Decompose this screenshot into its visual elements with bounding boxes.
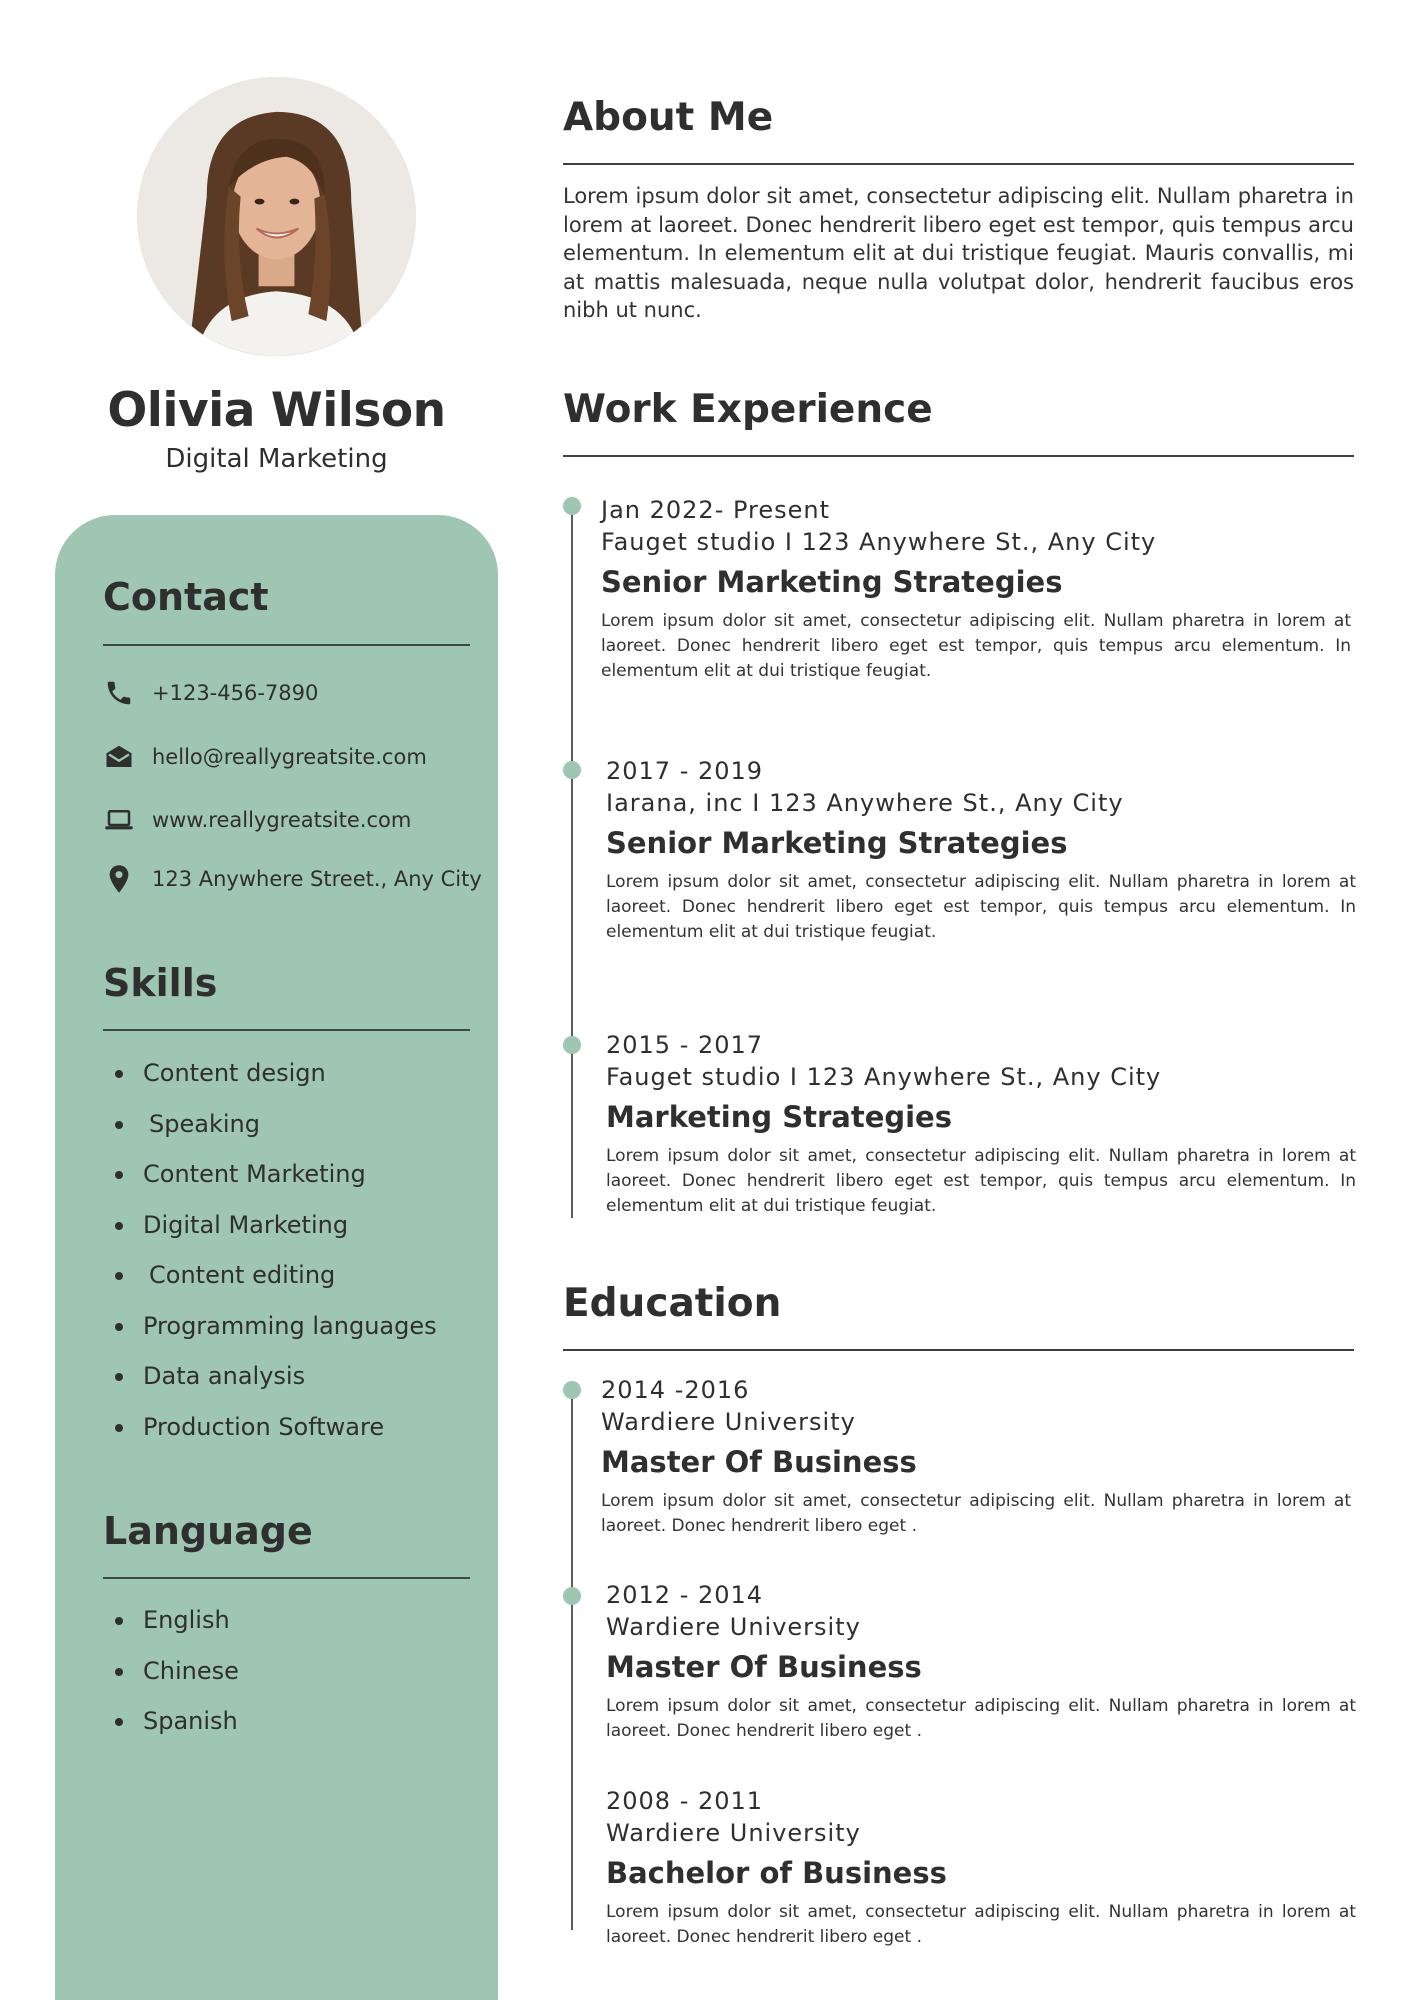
contact-address-text: 123 Anywhere Street., Any City [152,867,482,891]
education-description: Lorem ipsum dolor sit amet, consectetur adipiscing elit. Nullam pharetra in lorem at laoreet. Donec hendrerit libero eget . [606,1902,1356,1947]
work-position: Marketing Strategies [606,1100,952,1134]
timeline-dot [563,1587,581,1605]
work-date: 2017 - 2019 [606,757,764,785]
education-institution: Wardiere University [601,1408,856,1436]
timeline-dot [563,1036,581,1054]
education-entry [601,1374,1351,1539]
contact-phone-text: +123-456-7890 [152,681,319,705]
person-role: Digital Marketing [165,444,388,474]
language-heading: Language [103,1509,313,1553]
language-list [103,1605,239,1757]
mail-icon [103,741,135,773]
list-item: Speaking [103,1109,437,1160]
about-heading: About Me [563,95,774,140]
contact-website-text: www.reallygreatsite.com [152,808,412,832]
education-date: 2014 -2016 [601,1376,750,1404]
education-date: 2008 - 2011 [606,1787,764,1815]
skills-list [103,1058,437,1462]
education-description: Lorem ipsum dolor sit amet, consectetur adipiscing elit. Nullam pharetra in lorem at laoreet. Donec hendrerit libero eget . [606,1696,1356,1741]
about-text: Lorem ipsum dolor sit amet, consectetur adipiscing elit. Nullam pharetra in lorem at laoreet. Donec hendrerit libero eget est tempor, quis tempus arcu elementum. In elementum elit at dui tristique feugiat. Mauris convallis, mi at mattis malesuada, neque nulla volutpat dolor, hendrerit faucibus eros nibh ut nunc. [563,184,1354,322]
list-item: Digital Marketing [103,1210,437,1261]
timeline-dot [563,1381,581,1399]
list-item: Content design [103,1058,437,1109]
contact-phone[interactable] [103,673,318,713]
work-date: 2015 - 2017 [606,1031,764,1059]
contact-email[interactable] [103,737,427,777]
work-organization: Fauget studio I 123 Anywhere St., Any City [601,528,1157,556]
list-item: Content editing [103,1260,437,1311]
work-organization: Iarana, inc I 123 Anywhere St., Any City [606,789,1124,817]
skills-heading: Skills [103,961,218,1005]
work-organization: Fauget studio I 123 Anywhere St., Any City [606,1063,1162,1091]
education-degree: Bachelor of Business [606,1856,947,1890]
contact-address [103,859,482,899]
phone-icon [103,677,135,709]
profile-photo-illustration [137,77,416,356]
work-entry [606,1029,1356,1219]
contact-divider [103,644,470,646]
work-position: Senior Marketing Strategies [601,565,1063,599]
list-item: Spanish [103,1706,239,1757]
location-pin-icon [103,863,135,895]
work-description: Lorem ipsum dolor sit amet, consectetur adipiscing elit. Nullam pharetra in lorem at laoreet. Donec hendrerit libero eget est tempor, quis tempus arcu elementum. In elementum elit at dui tristique feugiat. [606,872,1356,942]
work-timeline-line [571,506,573,1218]
list-item: Chinese [103,1656,239,1707]
work-description: Lorem ipsum dolor sit amet, consectetur adipiscing elit. Nullam pharetra in lorem at laoreet. Donec hendrerit libero eget est tempor, quis tempus arcu elementum. In elementum elit at dui tristique feugiat. [606,1146,1356,1216]
education-heading: Education [563,1281,782,1326]
work-description: Lorem ipsum dolor sit amet, consectetur adipiscing elit. Nullam pharetra in lorem at laoreet. Donec hendrerit libero eget est tempor, quis tempus arcu elementum. In elementum elit at dui tristique feugiat. [601,611,1351,681]
about-divider [563,163,1354,165]
profile-photo [137,77,416,356]
education-degree: Master Of Business [606,1650,922,1684]
education-degree: Master Of Business [601,1445,917,1479]
language-divider [103,1577,470,1579]
timeline-dot [563,497,581,515]
education-timeline-line [571,1390,573,1930]
list-item: Programming languages [103,1311,437,1362]
work-position: Senior Marketing Strategies [606,826,1068,860]
list-item: Production Software [103,1412,437,1463]
list-item: Data analysis [103,1361,437,1412]
education-entry [606,1579,1356,1744]
list-item: Content Marketing [103,1159,437,1210]
education-institution: Wardiere University [606,1819,861,1847]
work-heading: Work Experience [563,387,933,432]
education-date: 2012 - 2014 [606,1581,764,1609]
education-entry [606,1785,1356,1950]
contact-email-text: hello@reallygreatsite.com [152,745,427,769]
list-item: English [103,1605,239,1656]
work-entry [601,494,1351,684]
education-description: Lorem ipsum dolor sit amet, consectetur adipiscing elit. Nullam pharetra in lorem at laoreet. Donec hendrerit libero eget . [601,1491,1351,1536]
work-entry [606,755,1356,945]
work-divider [563,455,1354,457]
skills-divider [103,1029,470,1031]
education-institution: Wardiere University [606,1613,861,1641]
laptop-icon [103,804,135,836]
contact-website[interactable] [103,800,411,840]
timeline-dot [563,761,581,779]
work-date: Jan 2022- Present [601,496,831,524]
contact-heading: Contact [103,575,269,619]
person-name: Olivia Wilson [107,383,446,438]
education-divider [563,1349,1354,1351]
